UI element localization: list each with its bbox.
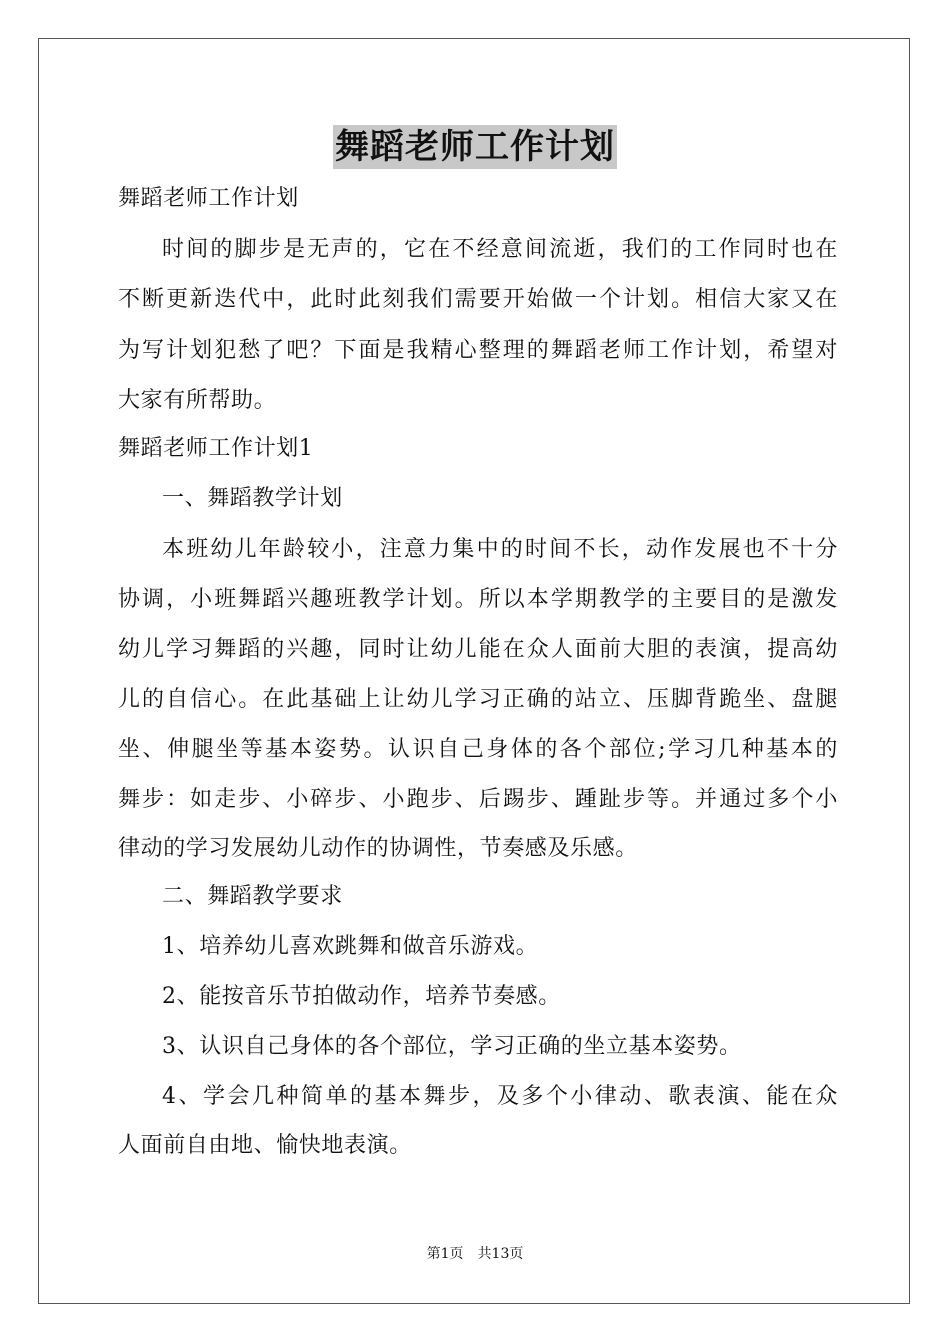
title-container [0, 125, 950, 169]
intro-line-1: 时间的脚步是无声的，它在不经意间流逝，我们的工作同时也在 [162, 237, 838, 262]
requirement-3: 3、认识自己身体的各个部位，学习正确的坐立基本姿势。 [162, 1034, 742, 1059]
requirement-4-line-1: 4、学会几种简单的基本舞步，及多个小律动、歌表演、能在众 [162, 1084, 838, 1109]
page-border [38, 38, 910, 1304]
page-number-footer: 第1页 共13页 [426, 1246, 524, 1262]
para1-line-2: 协调，小班舞蹈兴趣班教学计划。所以本学期教学的主要目的是激发 [118, 587, 838, 612]
para1-line-7: 律动的学习发展幼儿动作的协调性，节奏感及乐感。 [118, 836, 638, 861]
section-title: 舞蹈老师工作计划1 [118, 436, 314, 461]
requirement-2: 2、能按音乐节拍做动作，培养节奏感。 [162, 984, 561, 1009]
para1-line-5: 坐、伸腿坐等基本姿势。认识自己身体的各个部位;学习几种基本的 [118, 737, 838, 762]
para1-line-4: 儿的自信心。在此基础上让幼儿学习正确的站立、压脚背跪坐、盘腿 [118, 687, 838, 712]
para1-line-6: 舞步：如走步、小碎步、小跑步、后踢步、踵趾步等。并通过多个小 [118, 787, 838, 812]
para1-line-3: 幼儿学习舞蹈的兴趣，同时让幼儿能在众人面前大胆的表演，提高幼 [118, 637, 838, 662]
heading-teaching-plan: 一、舞蹈教学计划 [162, 486, 343, 511]
heading-teaching-requirements: 二、舞蹈教学要求 [162, 884, 343, 909]
para1-line-1: 本班幼儿年龄较小，注意力集中的时间不长，动作发展也不十分 [162, 537, 838, 562]
intro-line-2: 不断更新迭代中，此时此刻我们需要开始做一个计划。相信大家又在 [118, 287, 838, 312]
requirement-4-line-2: 人面前自由地、愉快地表演。 [118, 1133, 412, 1158]
intro-line-4: 大家有所帮助。 [118, 388, 277, 413]
intro-line-3: 为写计划犯愁了吧？下面是我精心整理的舞蹈老师工作计划，希望对 [118, 338, 838, 363]
requirement-1: 1、培养幼儿喜欢跳舞和做音乐游戏。 [162, 934, 539, 959]
document-subtitle: 舞蹈老师工作计划 [118, 186, 299, 211]
document-title: 舞蹈老师工作计划 [335, 127, 615, 167]
